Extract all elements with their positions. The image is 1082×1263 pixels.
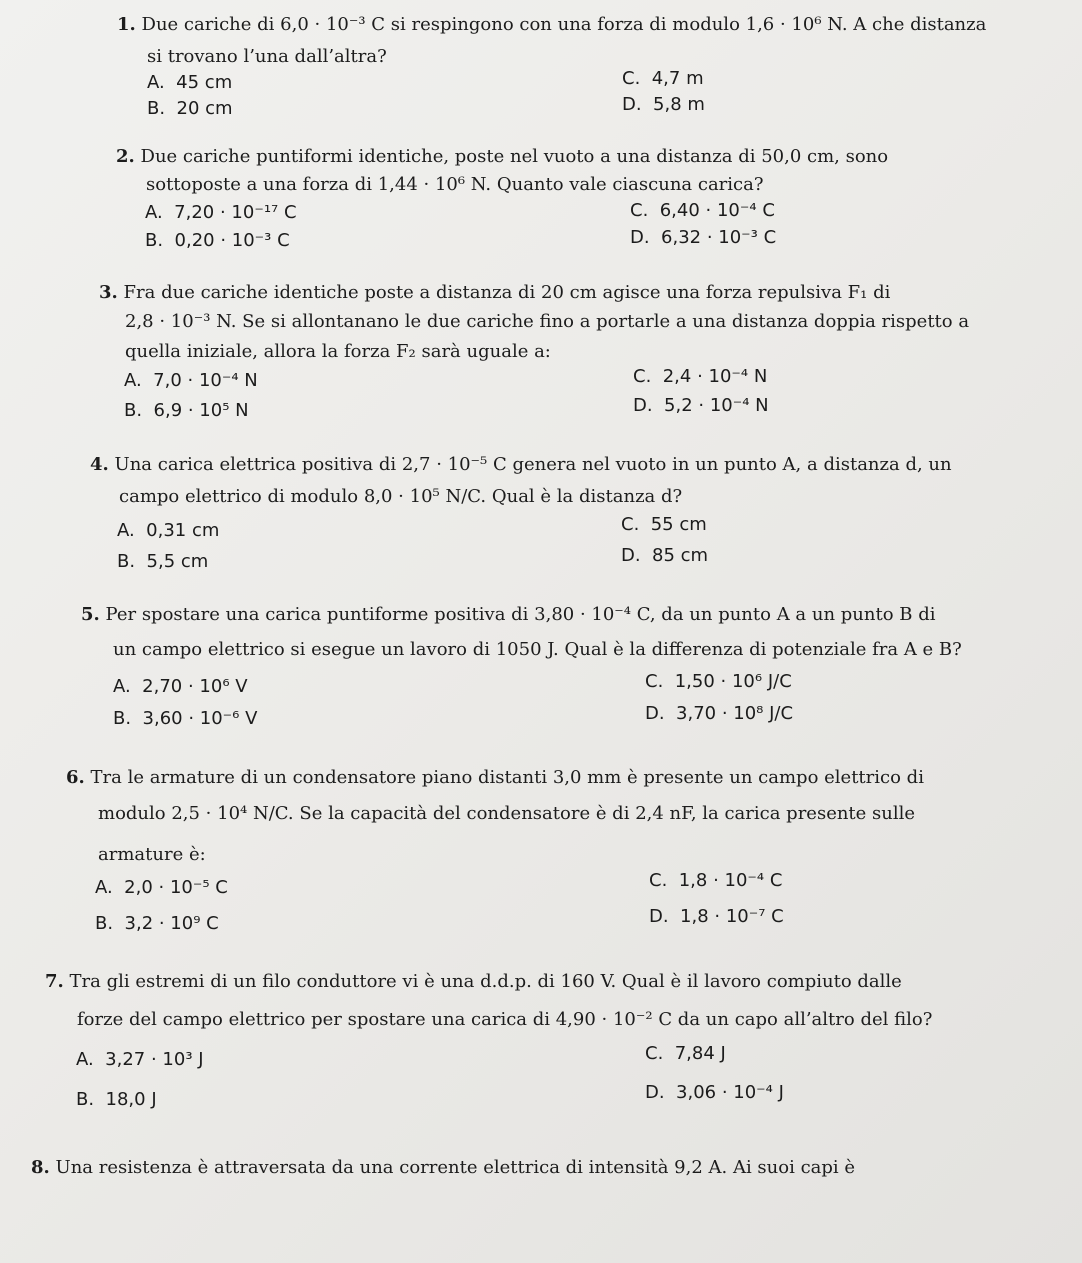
- option-b: B. 20 cm: [147, 98, 233, 119]
- question-number: 4.: [90, 454, 109, 475]
- question-1-line-1: [117, 14, 986, 36]
- question-5-line-2: un campo elettrico si esegue un lavoro di 1050 J. Qual è la differenza di potenziale fra A e B?: [113, 639, 962, 660]
- question-text: Tra gli estremi di un filo conduttore vi è una d.d.p. di 160 V. Qual è il lavoro compiuto dalle: [69, 971, 902, 992]
- option-d: D. 85 cm: [621, 545, 709, 566]
- question-6-line-3: armature è:: [98, 844, 206, 865]
- option-a: A. 45 cm: [147, 72, 233, 93]
- question-3-line-3: quella iniziale, allora la forza F₂ sarà uguale a:: [125, 341, 551, 362]
- question-text: Una resistenza è attraversata da una corrente elettrica di intensità 9,2 A. Ai suoi capi è: [55, 1157, 856, 1178]
- option-c: C. 1,8 · 10⁻⁴ C: [649, 870, 783, 891]
- question-7-line-2: forze del campo elettrico per spostare una carica di 4,90 · 10⁻² C da un capo all’altro del filo?: [77, 1009, 933, 1030]
- option-b: B. 0,20 · 10⁻³ C: [145, 230, 290, 251]
- question-6-line-1: [66, 767, 924, 789]
- question-text: Fra due cariche identiche poste a distanza di 20 cm agisce una forza repulsiva F₁ di: [123, 282, 891, 303]
- question-8-line-1: [31, 1157, 855, 1179]
- option-d: D. 3,70 · 10⁸ J/C: [645, 703, 794, 724]
- question-number: 6.: [66, 767, 85, 788]
- option-d: D. 5,2 · 10⁻⁴ N: [633, 395, 769, 416]
- option-d: D. 3,06 · 10⁻⁴ J: [645, 1082, 784, 1103]
- question-number: 3.: [99, 282, 118, 303]
- option-a: A. 7,20 · 10⁻¹⁷ C: [145, 202, 297, 223]
- question-6-line-2: modulo 2,5 · 10⁴ N/C. Se la capacità del condensatore è di 2,4 nF, la carica presente sulle: [98, 803, 916, 824]
- option-b: B. 3,2 · 10⁹ C: [95, 913, 219, 934]
- question-3-line-2: 2,8 · 10⁻³ N. Se si allontanano le due cariche fino a portarle a una distanza doppia rispetto a: [125, 311, 970, 332]
- question-2-line-1: [116, 146, 888, 168]
- option-b: B. 6,9 · 10⁵ N: [124, 400, 249, 421]
- option-a: A. 0,31 cm: [117, 520, 220, 541]
- question-number: 5.: [81, 604, 100, 625]
- option-d: D. 5,8 m: [622, 94, 705, 115]
- option-c: C. 4,7 m: [622, 68, 704, 89]
- option-c: C. 7,84 J: [645, 1043, 726, 1064]
- question-text: Due cariche puntiformi identiche, poste nel vuoto a una distanza di 50,0 cm, sono: [140, 146, 889, 167]
- question-text: Per spostare una carica puntiforme positiva di 3,80 · 10⁻⁴ C, da un punto A a un punto B di: [105, 604, 936, 625]
- option-c: C. 1,50 · 10⁶ J/C: [645, 671, 792, 692]
- question-4-line-1: [90, 454, 952, 476]
- question-2-line-2: sottoposte a una forza di 1,44 · 10⁶ N. Quanto vale ciascuna carica?: [146, 174, 764, 195]
- option-b: B. 3,60 · 10⁻⁶ V: [113, 708, 258, 729]
- question-number: 8.: [31, 1157, 50, 1178]
- option-a: A. 3,27 · 10³ J: [76, 1049, 204, 1070]
- option-c: C. 6,40 · 10⁻⁴ C: [630, 200, 775, 221]
- option-a: A. 2,0 · 10⁻⁵ C: [95, 877, 228, 898]
- option-c: C. 55 cm: [621, 514, 707, 535]
- question-1-line-2: si trovano l’una dall’altra?: [147, 46, 387, 67]
- option-a: A. 2,70 · 10⁶ V: [113, 676, 248, 697]
- question-4-line-2: campo elettrico di modulo 8,0 · 10⁵ N/C. Qual è la distanza d?: [119, 486, 683, 507]
- question-number: 1.: [117, 14, 136, 35]
- question-text: Una carica elettrica positiva di 2,7 · 10⁻⁵ C genera nel vuoto in un punto A, a distanza d, un: [114, 454, 952, 475]
- option-a: A. 7,0 · 10⁻⁴ N: [124, 370, 258, 391]
- question-text: Tra le armature di un condensatore piano distanti 3,0 mm è presente un campo elettrico di: [90, 767, 924, 788]
- option-c: C. 2,4 · 10⁻⁴ N: [633, 366, 768, 387]
- question-3-line-1: [99, 282, 890, 304]
- question-number: 2.: [116, 146, 135, 167]
- question-text: Due cariche di 6,0 · 10⁻³ C si respingono con una forza di modulo 1,6 · 10⁶ N. A che distanza: [141, 14, 987, 35]
- option-b: B. 18,0 J: [76, 1089, 157, 1110]
- question-5-line-1: [81, 604, 936, 626]
- option-d: D. 6,32 · 10⁻³ C: [630, 227, 777, 248]
- question-7-line-1: [45, 971, 902, 993]
- option-b: B. 5,5 cm: [117, 551, 209, 572]
- option-d: D. 1,8 · 10⁻⁷ C: [649, 906, 784, 927]
- question-number: 7.: [45, 971, 64, 992]
